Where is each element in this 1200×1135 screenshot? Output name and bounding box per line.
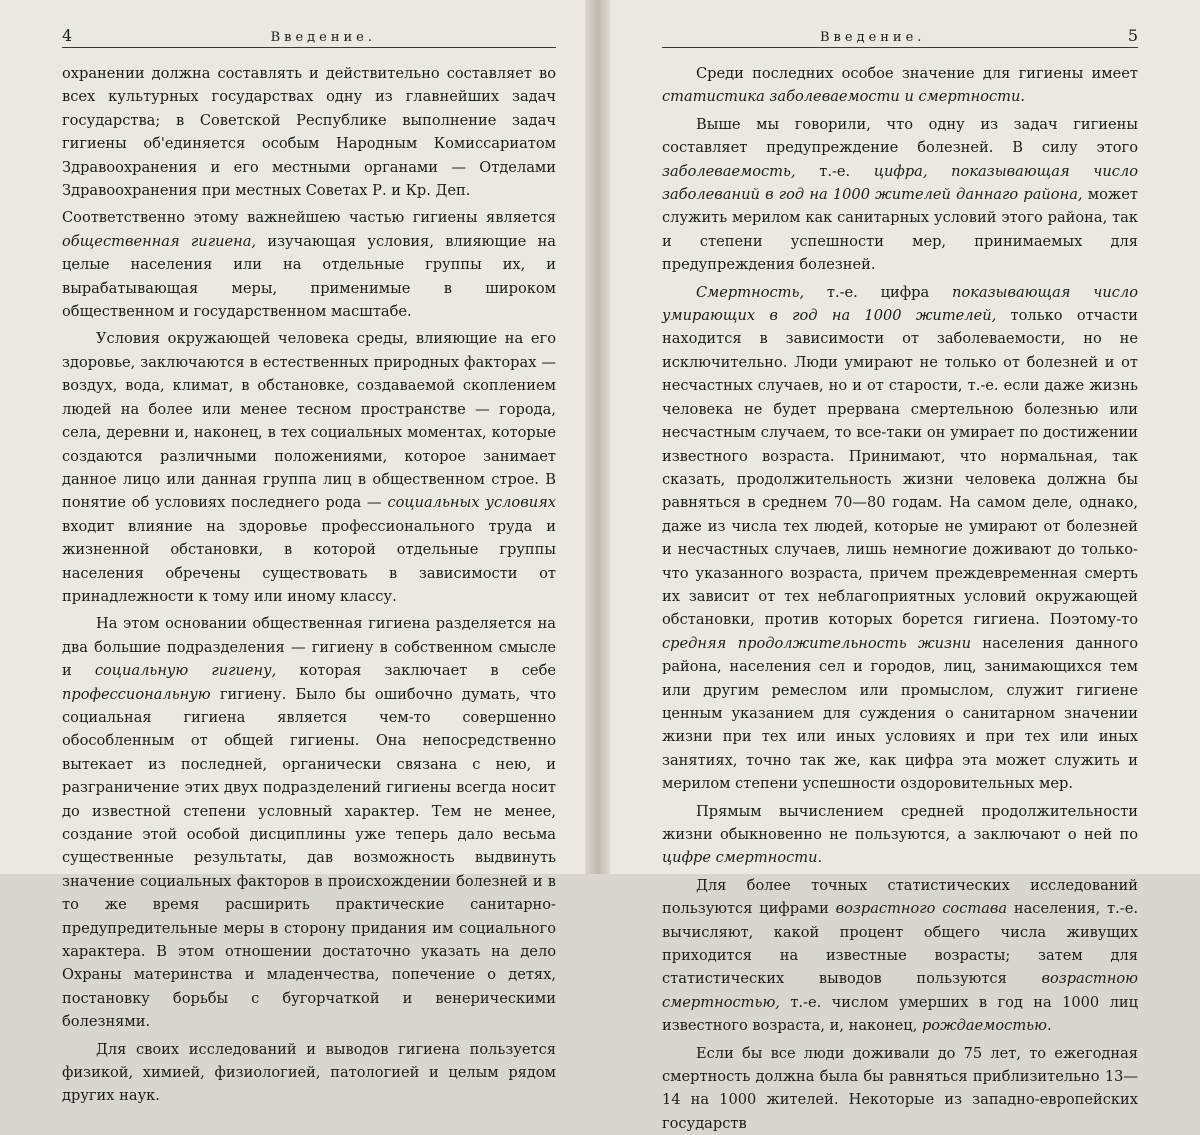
text-run: Прямым вычислением средней продолжительности жизни обыкновенно не пользуются, а заключают о ней по [662, 802, 1138, 843]
paragraph [662, 62, 1138, 109]
text-run: Условия окружающей человека среды, влияющие на его здоровье, заключаются в естественных природных факторах — воздух, вода, климат, в обстановке, создаваемой скоплением людей на более или менее тесном пространстве — города, села, деревни и, наконец, в тех социальных моментах, которые создаются различными положениями, которое занимает данное лицо или данная группа лиц в общественном строе. В понятие об условиях последнего рода — [62, 330, 556, 512]
italic-text: средняя продолжительность жизни [662, 634, 972, 652]
italic-text: возрастного состава [835, 900, 1008, 918]
right-page-number: 5 [1127, 26, 1138, 45]
text-run: Для более точных статистических исследований пользуются цифрами [662, 876, 1138, 918]
text-run: входит влияние на здоровье профессионального труда и жизненной обстановки, в которой отдельные группы населения обречены существовать в зависимости от принадлежности к тому или иному классу. [62, 517, 556, 605]
right-page-text [662, 62, 1138, 1135]
text-run: охранении должна составлять и действительно составляет во всех культурных государствах одну из главнейших задач государства; в Советской Республике выполнение задач гигиены об'единяется особым Народным Комиссариатом Здравоохранения и его местными органами — Отделами Здравоохранения при местных Советах Р. и Кр. Деп. [62, 65, 556, 200]
italic-text: цифра, показывающая число заболеваний в год на 1000 жителей даннаго района, [662, 162, 1138, 204]
right-page [610, 0, 1200, 1132]
paragraph [662, 1042, 1138, 1135]
text-run: только отчасти находится в зависимости от заболеваемости, но не исключительно. Люди умирают не только от болезней и от несчастных случаев, но и от старости, т.-е. если даже жизнь человека не будет прервана смертельною болезнью или несчастным случаем, то все-таки он умирает по достижении известного возраста. Принимают, что нормальная, так сказать, продолжительность жизни человека должна бы равняться в среднем 70—80 годам. На самом деле, однако, даже из числа тех людей, которые не умирают от болезней и несчастных случаев, лишь немногие доживают до только-что указанного возраста, причем преждевременная смерть их зависит от тех неблагоприятных условий окружающей обстановки, против которых борется гигиена. Поэтому-то [662, 307, 1139, 629]
italic-text: социальных условиях [387, 494, 556, 512]
paragraph [662, 874, 1138, 1038]
text-run: гигиену. Было бы ошибочно думать, что социальная гигиена является чем-то совершенно обособленным от общей гигиены. Она непосредственно вытекает из последней, органически связана с нею, и разграничение этих двух подразделений гигиены всегда носит до известной степени условный характер. Тем не менее, создание этой особой дисциплины уже теперь дало весьма существенные результаты, дав возможность выдвинуть значение социальных факторов в происхождении болезней и в то же время расширить практические санитарно-предупредительные меры в сторону придания им социального характера. В этом отношении достаточно указать на дело Охраны материнства и младенчества, попечение о детях, постановку борьбы с бугорчаткой и венерическими болезнями. [62, 685, 556, 1031]
paragraph [662, 113, 1138, 277]
italic-text: рождаемостью. [921, 1017, 1052, 1035]
text-run: населения, т.-е. вычисляют, какой процент общего числа живущих приходится на известные возрасты; затем для статистических выводов пользуются [662, 900, 1138, 988]
paragraph [62, 206, 556, 323]
italic-text: Смертность, [696, 283, 805, 301]
italic-text: показывающая число умирающих в год на 1000 жителей, [662, 283, 1138, 325]
right-running-head: Введение. [820, 30, 926, 45]
text-run: Соответственно этому важнейшею частью гигиены является [62, 209, 556, 227]
left-page-text [62, 62, 556, 1108]
right-page-header [662, 26, 1138, 48]
text-run: Среди последних особое значение для гигиены имеет [696, 65, 1138, 82]
paragraph [662, 800, 1138, 870]
text-run: может служить мерилом как санитарных условий этого района, так и степени успешности мер, принимаемых для предупреждения болезней. [662, 186, 1138, 274]
text-run: которая заключает в себе [276, 662, 556, 680]
text-run: т.-е. числом умерших в год на 1000 лиц известного возраста, и, наконец, [662, 993, 1138, 1035]
text-run: Для своих исследований и выводов гигиена пользуется физикой, химией, физиологией, патологией и целым рядом других наук. [62, 1040, 556, 1105]
italic-text: статистика заболеваемости и смертности. [662, 88, 1026, 106]
italic-text: социальную гигиену, [94, 662, 277, 680]
italic-text: заболеваемость, [662, 162, 796, 180]
left-page-header [62, 26, 556, 48]
paragraph [62, 1038, 556, 1108]
left-page [0, 0, 590, 1105]
paragraph [62, 327, 556, 608]
text-run: т.-е. цифра [804, 283, 952, 301]
text-run: т.-е. [795, 162, 874, 180]
paragraph [662, 281, 1138, 796]
text-run: На этом основании общественная гигиена разделяется на два большие подразделения — гигиену в собственном смысле и [62, 615, 556, 680]
italic-text: цифре смертности. [662, 849, 823, 867]
italic-text: профессиональную [62, 685, 211, 703]
paragraph [62, 612, 556, 1033]
text-run: Если бы все люди доживали до 75 лет, то ежегодная смертность должна была бы равняться приблизительно 13—14 на 1000 жителей. Некоторые из западно-европейских государств [662, 1044, 1138, 1132]
italic-text: возрастною смертностью, [662, 970, 1138, 1011]
paragraph [62, 62, 556, 202]
italic-text: общественная гигиена, [62, 232, 257, 250]
text-run: Выше мы говорили, что одну из задач гигиены составляет предупреждение болезней. В силу этого [662, 115, 1138, 157]
left-page-number: 4 [62, 26, 73, 45]
left-running-head: Введение. [270, 30, 376, 45]
text-run: изучающая условия, влияющие на целые населения или на отдельные группы их, и вырабатывающая меры, применимые в широком общественном и государственном масштабе. [62, 232, 557, 321]
text-run: населения данного района, населения сел и городов, лиц, занимающихся тем или другим ремеслом или промыслом, служит гигиене ценным указанием для суждения о санитарном значении жизни при тех или иных условиях и при тех или иных занятиях, точно так же, как цифра эта может служить и мерилом степени успешности оздоровительных мер. [662, 634, 1138, 793]
